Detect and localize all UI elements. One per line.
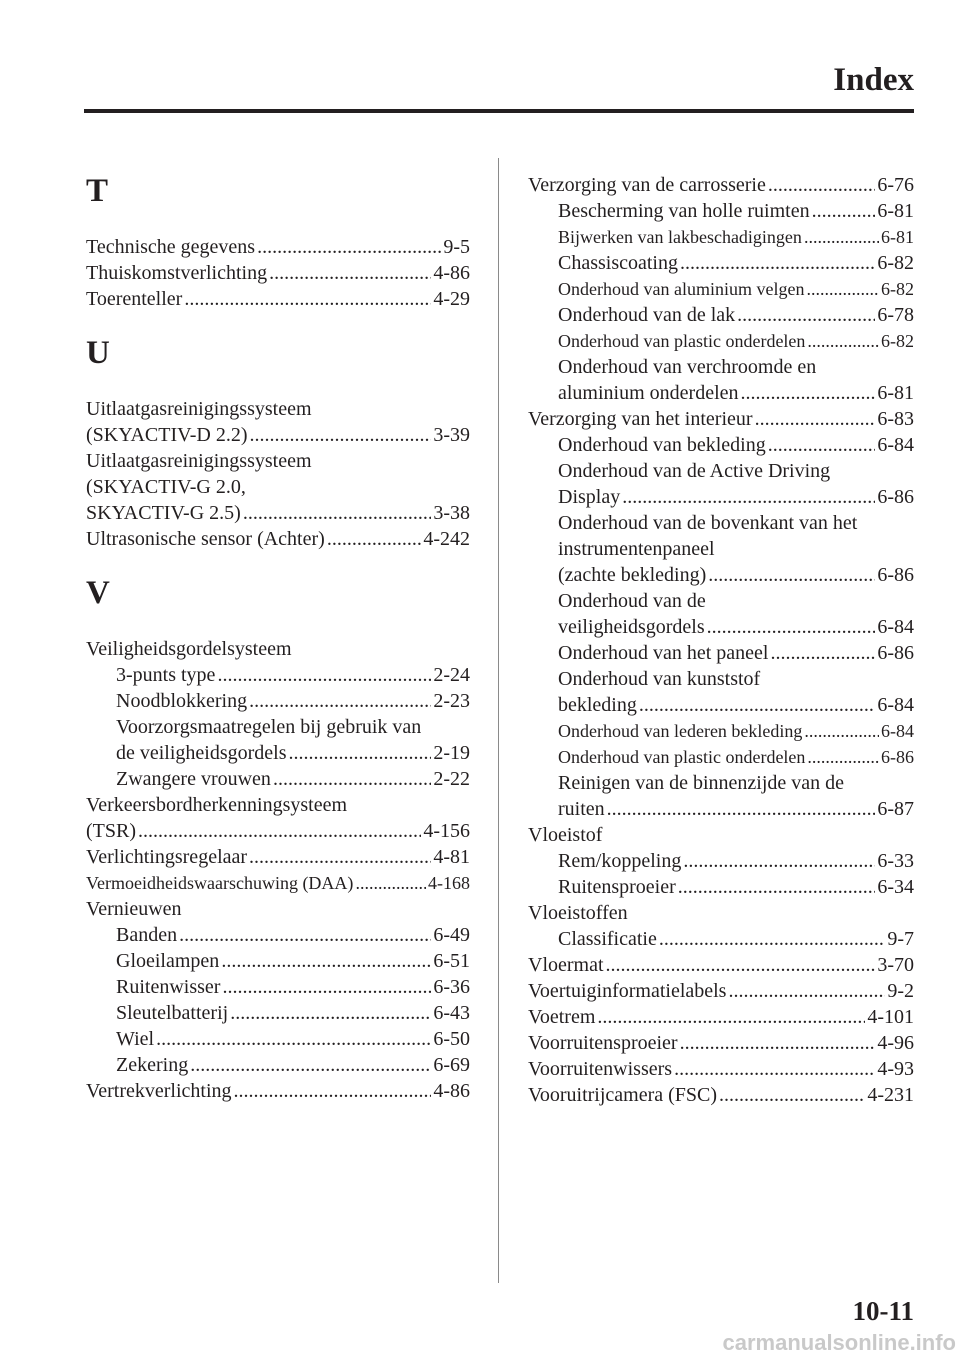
dot-leader	[289, 740, 432, 766]
entry-page-ref: 6-86	[877, 564, 914, 586]
dot-leader	[597, 1004, 865, 1030]
dot-leader	[156, 1026, 431, 1052]
entry-label: Onderhoud van bekleding	[558, 434, 766, 456]
index-entry	[528, 1030, 914, 1056]
entry-label: (TSR)	[86, 820, 136, 842]
index-entry	[528, 952, 914, 978]
index-entry	[528, 978, 914, 1004]
index-subentry	[528, 744, 914, 770]
entry-page-ref: 6-86	[881, 747, 914, 767]
index-column-right	[528, 172, 914, 1108]
entry-label: Onderhoud van kunststof	[558, 668, 761, 690]
entry-label: Toerenteller	[86, 288, 183, 310]
entry-page-ref: 9-7	[887, 928, 914, 950]
index-subentry	[528, 328, 914, 354]
entry-page-ref: 2-19	[433, 742, 470, 764]
dot-leader	[138, 818, 421, 844]
entry-label: Onderhoud van de lak	[558, 304, 736, 326]
index-entry	[86, 286, 470, 312]
index-subentry	[528, 198, 914, 224]
index-subentry	[528, 302, 914, 328]
entry-label: Wiel	[116, 1028, 155, 1050]
entry-page-ref: 6-81	[881, 227, 914, 247]
entry-label: (SKYACTIV-D 2.2)	[86, 424, 248, 446]
entry-label: Ruitensproeier	[558, 876, 676, 898]
entry-page-ref: 6-69	[433, 1054, 470, 1076]
watermark: carmanualsonline.info	[722, 1330, 956, 1355]
entry-label: 3-punts type	[116, 664, 216, 686]
index-entry	[528, 822, 914, 848]
dot-leader	[190, 1052, 431, 1078]
index-subentry	[528, 926, 914, 952]
index-subentry	[528, 848, 914, 874]
index-entry	[86, 396, 470, 422]
dot-leader	[804, 718, 879, 744]
entry-label: de veiligheidsgordels	[116, 742, 287, 764]
entry-label: Voertuiginformatielabels	[528, 980, 727, 1002]
entry-label: Verkeersbordherkenningsysteem	[86, 794, 348, 816]
index-subentry	[86, 688, 470, 714]
entry-page-ref: 4-242	[423, 528, 470, 550]
page-title: Index	[833, 62, 914, 98]
dot-leader	[770, 640, 875, 666]
entry-page-ref: 3-38	[433, 502, 470, 524]
index-subentry	[528, 536, 914, 562]
index-entry	[86, 1078, 470, 1104]
entry-page-ref: 4-168	[428, 873, 470, 893]
entry-label: Rem/koppeling	[558, 850, 682, 872]
index-subentry	[528, 796, 914, 822]
index-entry	[86, 870, 470, 896]
entry-page-ref: 6-76	[877, 174, 914, 196]
dot-leader	[804, 224, 879, 250]
section-letter-v: V	[86, 575, 110, 611]
entry-label: Ultrasonische sensor (Achter)	[86, 528, 325, 550]
dot-leader	[812, 198, 876, 224]
dot-leader	[234, 1078, 432, 1104]
dot-leader	[179, 922, 431, 948]
entry-label: Verzorging van het interieur	[528, 408, 753, 430]
dot-leader	[707, 614, 876, 640]
entry-label: ruiten	[558, 798, 605, 820]
index-entry	[86, 260, 470, 286]
index-entry	[528, 1082, 914, 1108]
dot-leader	[269, 260, 431, 286]
index-entry	[86, 526, 470, 552]
dot-leader	[659, 926, 885, 952]
index-entry	[528, 1004, 914, 1030]
dot-leader	[678, 874, 876, 900]
index-subentry	[528, 718, 914, 744]
entry-label: bekleding	[558, 694, 637, 716]
entry-page-ref: 6-82	[881, 279, 914, 299]
entry-label: Vermoeidheidswaarschuwing (DAA)	[86, 873, 354, 893]
entry-page-ref: 6-84	[877, 434, 914, 456]
index-entry	[86, 448, 470, 474]
entry-label: Onderhoud van de bovenkant van het	[558, 512, 858, 534]
dot-leader	[622, 484, 875, 510]
index-subentry	[528, 692, 914, 718]
entry-page-ref: 4-96	[877, 1032, 914, 1054]
entry-page-ref: 6-82	[877, 252, 914, 274]
section-letter-u: U	[86, 335, 110, 371]
entry-page-ref: 6-51	[433, 950, 470, 972]
entry-label: Onderhoud van plastic onderdelen	[558, 747, 806, 767]
entry-label: Chassiscoating	[558, 252, 678, 274]
index-subentry	[86, 948, 470, 974]
entry-page-ref: 6-82	[881, 331, 914, 351]
index-entry	[86, 234, 470, 260]
dot-leader	[184, 286, 431, 312]
entry-label: Vloermat	[528, 954, 604, 976]
entry-page-ref: 6-49	[433, 924, 470, 946]
entry-page-ref: 9-5	[443, 236, 470, 258]
entry-label: Reinigen van de binnenzijde van de	[558, 772, 845, 794]
entry-label: Banden	[116, 924, 178, 946]
index-subentry	[528, 354, 914, 380]
dot-leader	[728, 978, 885, 1004]
entry-label: Vloeistof	[528, 824, 603, 846]
entry-page-ref: 3-70	[877, 954, 914, 976]
index-subentry	[86, 662, 470, 688]
index-subentry	[528, 562, 914, 588]
index-column-left	[86, 172, 470, 1104]
dot-leader	[741, 380, 876, 406]
entry-page-ref: 6-33	[877, 850, 914, 872]
index-entry	[86, 422, 470, 448]
index-subentry	[528, 380, 914, 406]
dot-leader	[768, 432, 876, 458]
index-subentry	[528, 666, 914, 692]
entry-page-ref: 4-93	[877, 1058, 914, 1080]
dot-leader	[607, 796, 876, 822]
entry-label: Vooruitrijcamera (FSC)	[528, 1084, 718, 1106]
entry-page-ref: 6-84	[881, 721, 914, 741]
index-subentry	[528, 276, 914, 302]
entry-page-ref: 6-34	[877, 876, 914, 898]
entry-label: Onderhoud van de	[558, 590, 706, 612]
entry-page-ref: 4-156	[423, 820, 470, 842]
entry-label: Onderhoud van plastic onderdelen	[558, 331, 806, 351]
entry-page-ref: 2-24	[433, 664, 470, 686]
entry-label: veiligheidsgordels	[558, 616, 705, 638]
index-entry	[528, 172, 914, 198]
index-subentry	[86, 766, 470, 792]
dot-leader	[806, 276, 879, 302]
index-entry	[86, 818, 470, 844]
index-subentry	[86, 1000, 470, 1026]
dot-leader	[355, 870, 426, 896]
entry-page-ref: 4-29	[433, 288, 470, 310]
entry-label: Onderhoud van aluminium velgen	[558, 279, 805, 299]
entry-page-ref: 6-87	[877, 798, 914, 820]
entry-label: Technische gegevens	[86, 236, 256, 258]
entry-label: Noodblokkering	[116, 690, 248, 712]
entry-page-ref: 4-86	[433, 1080, 470, 1102]
entry-label: Sleutelbatterij	[116, 1002, 229, 1024]
entry-page-ref: 2-22	[433, 768, 470, 790]
dot-leader	[674, 1056, 875, 1082]
index-subentry	[86, 974, 470, 1000]
header-rule	[84, 109, 914, 113]
dot-leader	[768, 172, 875, 198]
index-subentry	[528, 588, 914, 614]
entry-label: (zachte bekleding)	[558, 564, 707, 586]
entry-page-ref: 6-83	[877, 408, 914, 430]
index-subentry	[86, 1026, 470, 1052]
entry-label: Vloeistoffen	[528, 902, 628, 924]
index-entry	[86, 500, 470, 526]
entry-label: Bijwerken van lakbeschadigingen	[558, 227, 802, 247]
dot-leader	[708, 562, 875, 588]
entry-label: Gloeilampen	[116, 950, 220, 972]
entry-page-ref: 3-39	[433, 424, 470, 446]
entry-label: Zekering	[116, 1054, 189, 1076]
entry-page-ref: 6-86	[877, 486, 914, 508]
index-subentry	[528, 432, 914, 458]
dot-leader	[807, 744, 879, 770]
dot-leader	[680, 250, 875, 276]
index-subentry	[86, 922, 470, 948]
entry-page-ref: 6-78	[877, 304, 914, 326]
entry-page-ref: 2-23	[433, 690, 470, 712]
entry-page-ref: 6-50	[433, 1028, 470, 1050]
entry-page-ref: 6-43	[433, 1002, 470, 1024]
dot-leader	[273, 766, 431, 792]
entry-label: Bescherming van holle ruimten	[558, 200, 810, 222]
entry-label: instrumentenpaneel	[558, 538, 715, 560]
entry-page-ref: 4-101	[867, 1006, 914, 1028]
dot-leader	[249, 844, 431, 870]
column-divider	[498, 158, 499, 1283]
entry-label: Voorzorgsmaatregelen bij gebruik van	[116, 716, 422, 738]
entry-label: Verzorging van de carrosserie	[528, 174, 766, 196]
dot-leader	[222, 974, 431, 1000]
dot-leader	[606, 952, 876, 978]
entry-label: SKYACTIV-G 2.5)	[86, 502, 241, 524]
index-subentry	[86, 740, 470, 766]
dot-leader	[719, 1082, 865, 1108]
dot-leader	[230, 1000, 431, 1026]
dot-leader	[680, 1030, 876, 1056]
index-entry	[528, 1056, 914, 1082]
index-subentry	[528, 614, 914, 640]
entry-label: Onderhoud van de Active Driving	[558, 460, 831, 482]
entry-label: Onderhoud van lederen bekleding	[558, 721, 803, 741]
index-subentry	[528, 224, 914, 250]
entry-label: Voetrem	[528, 1006, 596, 1028]
entry-label: Ruitenwisser	[116, 976, 221, 998]
dot-leader	[807, 328, 879, 354]
entry-label: Vertrekverlichting	[86, 1080, 232, 1102]
index-entry	[86, 636, 470, 662]
entry-label: Voorruitensproeier	[528, 1032, 678, 1054]
entry-label: Veiligheidsgordelsysteem	[86, 638, 292, 660]
index-entry	[528, 406, 914, 432]
entry-label: Display	[558, 486, 621, 508]
entry-label: Verlichtingsregelaar	[86, 846, 248, 868]
entry-page-ref: 6-36	[433, 976, 470, 998]
dot-leader	[257, 234, 441, 260]
entry-label: (SKYACTIV-G 2.0,	[86, 476, 246, 498]
entry-page-ref: 6-86	[877, 642, 914, 664]
dot-leader	[639, 692, 875, 718]
dot-leader	[221, 948, 431, 974]
entry-label: Classificatie	[558, 928, 657, 950]
index-subentry	[528, 484, 914, 510]
entry-label: Onderhoud van verchroomde en	[558, 356, 817, 378]
section-letter-t: T	[86, 173, 109, 209]
entry-page-ref: 6-84	[877, 694, 914, 716]
entry-label: Zwangere vrouwen	[116, 768, 271, 790]
index-subentry	[528, 458, 914, 484]
index-entry	[86, 792, 470, 818]
entry-page-ref: 4-81	[433, 846, 470, 868]
entry-label: aluminium onderdelen	[558, 382, 739, 404]
entry-page-ref: 6-81	[877, 382, 914, 404]
dot-leader	[243, 500, 432, 526]
dot-leader	[249, 422, 431, 448]
entry-page-ref: 9-2	[887, 980, 914, 1002]
dot-leader	[683, 848, 875, 874]
entry-label: Vernieuwen	[86, 898, 182, 920]
entry-page-ref: 6-81	[877, 200, 914, 222]
index-subentry	[528, 874, 914, 900]
entry-label: Voorruitenwissers	[528, 1058, 673, 1080]
index-subentry	[528, 250, 914, 276]
dot-leader	[217, 662, 431, 688]
index-entry	[86, 474, 470, 500]
index-subentry	[86, 1052, 470, 1078]
entry-label: Uitlaatgasreinigingssysteem	[86, 398, 312, 420]
entry-page-ref: 6-84	[877, 616, 914, 638]
entry-label: Uitlaatgasreinigingssysteem	[86, 450, 312, 472]
index-subentry	[528, 510, 914, 536]
page-number: 10-11	[852, 1296, 914, 1326]
index-subentry	[86, 714, 470, 740]
index-entry	[528, 900, 914, 926]
index-subentry	[528, 770, 914, 796]
entry-page-ref: 4-231	[867, 1084, 914, 1106]
dot-leader	[249, 688, 431, 714]
index-entry	[86, 896, 470, 922]
entry-label: Thuiskomstverlichting	[86, 262, 268, 284]
entry-label: Onderhoud van het paneel	[558, 642, 769, 664]
entry-page-ref: 4-86	[433, 262, 470, 284]
index-subentry	[528, 640, 914, 666]
dot-leader	[327, 526, 422, 552]
dot-leader	[737, 302, 875, 328]
index-entry	[86, 844, 470, 870]
dot-leader	[755, 406, 876, 432]
